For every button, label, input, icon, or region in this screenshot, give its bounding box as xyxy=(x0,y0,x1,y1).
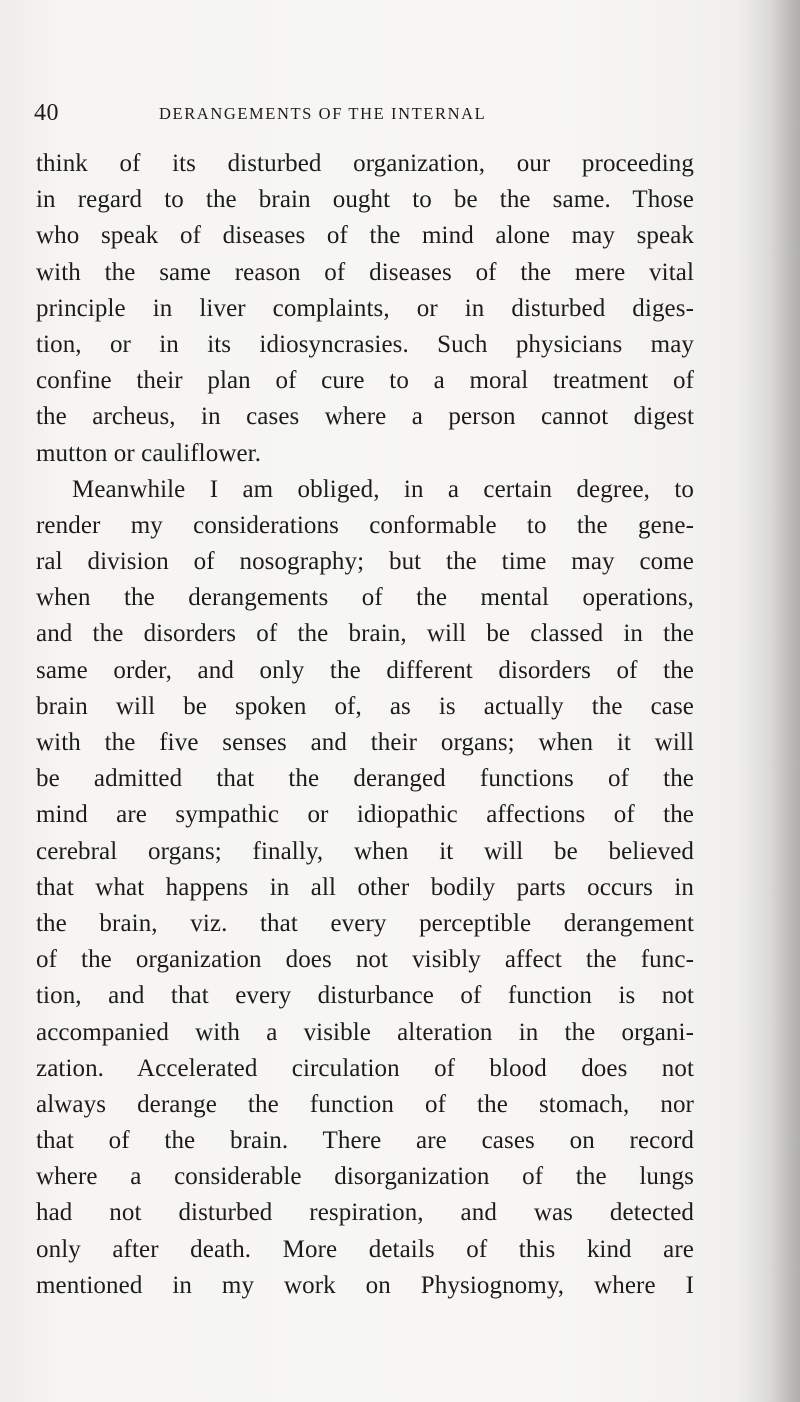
text-line: with the same reason of diseases of the mere vital xyxy=(36,258,694,286)
text-line: cerebral organs; finally, when it will be believed xyxy=(36,837,694,865)
text-line: when the derangements of the mental operations, xyxy=(36,584,694,612)
text-line: mentioned in my work on Physiognomy, where I xyxy=(36,1271,694,1299)
text-line: ral division of nosography; but the time may come xyxy=(36,548,694,576)
text-line: accompanied with a visible alteration in the organi- xyxy=(36,1018,694,1046)
text-line: brain will be spoken of, as is actually the case xyxy=(36,692,694,720)
text-line: be admitted that the deranged functions of the xyxy=(36,765,694,793)
text-line: confine their plan of cure to a moral treatment of xyxy=(36,367,694,395)
text-line: think of its disturbed organization, our proceeding xyxy=(36,150,694,177)
text-line: render my considerations conformable to the gene- xyxy=(36,511,694,539)
page-number: 40 xyxy=(34,100,59,126)
text-line: always derange the function of the stomach, nor xyxy=(36,1090,694,1118)
body-text xyxy=(36,146,694,1304)
text-line: same order, and only the different disorders of the xyxy=(36,656,694,684)
running-head xyxy=(34,98,594,128)
text-line: had not disturbed respiration, and was detected xyxy=(36,1199,694,1227)
text-line: principle in liver complaints, or in disturbed diges- xyxy=(36,294,694,322)
running-title: DERANGEMENTS OF THE INTERNAL xyxy=(159,104,487,123)
text-line: with the five senses and their organs; when it will xyxy=(36,729,694,756)
text-line: mind are sympathic or idiopathic affections of the xyxy=(36,801,694,829)
text-line: tion, and that every disturbance of function is not xyxy=(36,982,694,1010)
text-line: tion, or in its idiosyncrasies. Such physicians may xyxy=(36,330,694,358)
text-line: who speak of diseases of the mind alone may speak xyxy=(36,222,694,250)
text-line: the brain, viz. that every perceptible derangement xyxy=(36,909,694,937)
text-line: and the disorders of the brain, will be classed in the xyxy=(36,620,694,648)
text-line: the archeus, in cases where a person cannot digest xyxy=(36,403,694,431)
text-line: zation. Accelerated circulation of blood does not xyxy=(36,1054,694,1082)
text-line: only after death. More details of this kind are xyxy=(36,1235,694,1263)
text-line: that what happens in all other bodily parts occurs in xyxy=(36,873,694,901)
text-line: where a considerable disorganization of the lungs xyxy=(36,1163,694,1191)
text-line: that of the brain. There are cases on record xyxy=(36,1127,694,1155)
paragraph-end-line: mutton or cauliflower. xyxy=(36,439,262,467)
text-line: in regard to the brain ought to be the same. Those xyxy=(36,186,694,214)
text-line: of the organization does not visibly affect the func- xyxy=(36,946,694,974)
paragraph-start-line: Meanwhile I am obliged, in a certain degree, to xyxy=(72,475,694,503)
